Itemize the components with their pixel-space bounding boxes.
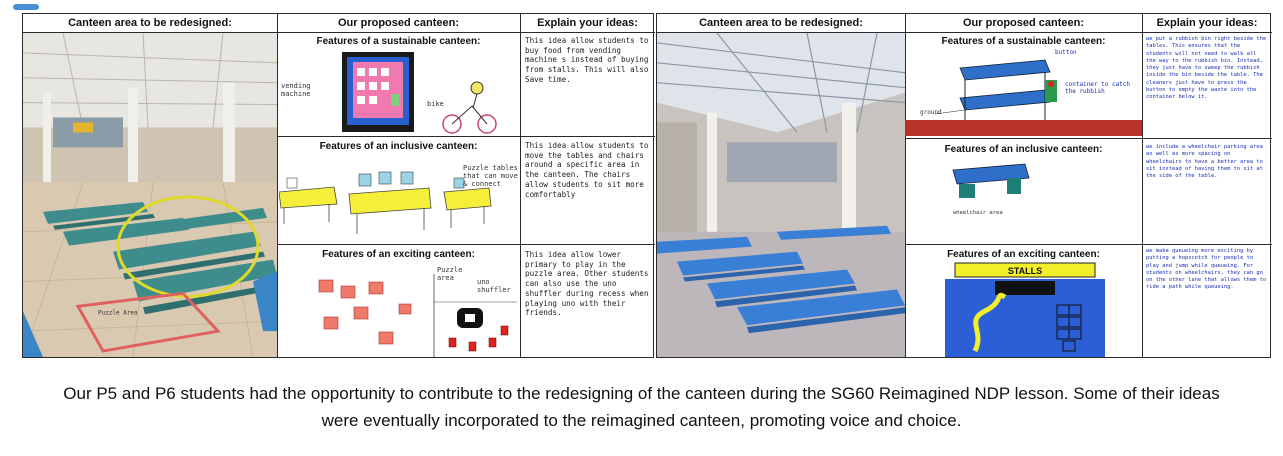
puzzle-tables-label: Puzzle tables that can move & connect: [463, 164, 518, 189]
feature-title-inclusive: Features of an inclusive canteen:: [319, 141, 478, 152]
proposed-header: Our proposed canteen:: [905, 14, 1142, 33]
bike-label: bike: [427, 100, 444, 108]
area-header: Canteen area to be redesigned:: [657, 14, 905, 33]
divider: [905, 138, 1142, 139]
explain-column: [1142, 14, 1272, 357]
divider: [1142, 244, 1272, 245]
puzzle-area-label: Puzzle area: [437, 266, 463, 283]
puzzle-area-label: Puzzle Area: [98, 309, 138, 317]
proposed-header: Our proposed canteen:: [277, 14, 520, 33]
explanation-sustainable: we put a rubbish bin right beside the tables. This ensures that the students will not need to walk all the way to the rubbish bin. Instead, they just have to sweep the rubbish inside the bin beside the table. The cleaners just have to press the button to empty the waste into the container below it.: [1146, 36, 1267, 101]
ground-label: ground: [920, 109, 942, 116]
explain-header: Explain your ideas:: [1142, 14, 1272, 33]
divider: [520, 244, 655, 245]
wheelchair-table-sketch: [945, 160, 1035, 208]
canteen-photo-after: [657, 33, 905, 357]
divider: [277, 244, 520, 245]
feature-title-inclusive: Features of an inclusive canteen:: [944, 144, 1103, 155]
header-highlight-mark: [13, 4, 39, 10]
divider: [905, 244, 1142, 245]
proposed-column: [905, 14, 1142, 357]
container-label: container to catch the rubbish: [1065, 81, 1131, 95]
puzzle-area-sketch: [279, 262, 517, 357]
canteen-photo-before: [23, 33, 277, 357]
divider: [520, 136, 655, 137]
proposed-column: [277, 14, 520, 357]
explanation-sustainable: This idea allow students to buy food from vending machine s instead of buying from stalls. This will also Save time.: [525, 36, 649, 84]
button-label: button: [1055, 49, 1077, 56]
worksheet-2: [656, 13, 1271, 358]
wheelchair-area-label: wheelchair area: [953, 210, 1003, 216]
caption: Our P5 and P6 students had the opportunity to contribute to the redesigning of the canteen during the SG60 Reimagined NDP lesson. Some of their ideas were eventually incorporated to the reimagined canteen, promoting voice and choice.: [63, 384, 1220, 430]
worksheet-1: [22, 13, 654, 358]
area-column: [657, 14, 905, 357]
explanation-exciting: This idea allow lower primary to play in the puzzle area. Other students can also use the uno shuffler during recess when playing uno with their friends.: [525, 250, 649, 318]
feature-title-exciting: Features of an exciting canteen:: [947, 249, 1100, 260]
divider: [277, 136, 520, 137]
stalls-sign: STALLS: [1007, 266, 1043, 276]
explanation-inclusive: we include a wheelchair parking area as well as more spacing on wheelchairs to have a better area to sit instead of having them to sit at the side of the table.: [1146, 144, 1263, 180]
vending-machine-label: vending machine: [281, 82, 311, 99]
area-header: Canteen area to be redesigned:: [23, 14, 277, 33]
feature-title-exciting: Features of an exciting canteen:: [322, 249, 475, 260]
explanation-inclusive: This idea allow students to move the tables and chairs around a specific area in the canteen. The chairs allow students to sit more comfortably: [525, 141, 649, 199]
explain-column: [520, 14, 655, 357]
divider: [1142, 138, 1272, 139]
explanation-exciting: we make queueing more exciting by putting a hopscotch for people to play and jump while queueing. For students on wheelchairs, they can go on the other lane that allows them to ride a path while queueing.: [1146, 248, 1267, 291]
explain-header: Explain your ideas:: [520, 14, 655, 33]
uno-shuffler-label: uno shuffler: [477, 278, 511, 295]
area-column: [23, 14, 277, 357]
feature-title-sustainable: Features of a sustainable canteen:: [316, 36, 481, 47]
feature-title-sustainable: Features of a sustainable canteen:: [941, 36, 1106, 47]
